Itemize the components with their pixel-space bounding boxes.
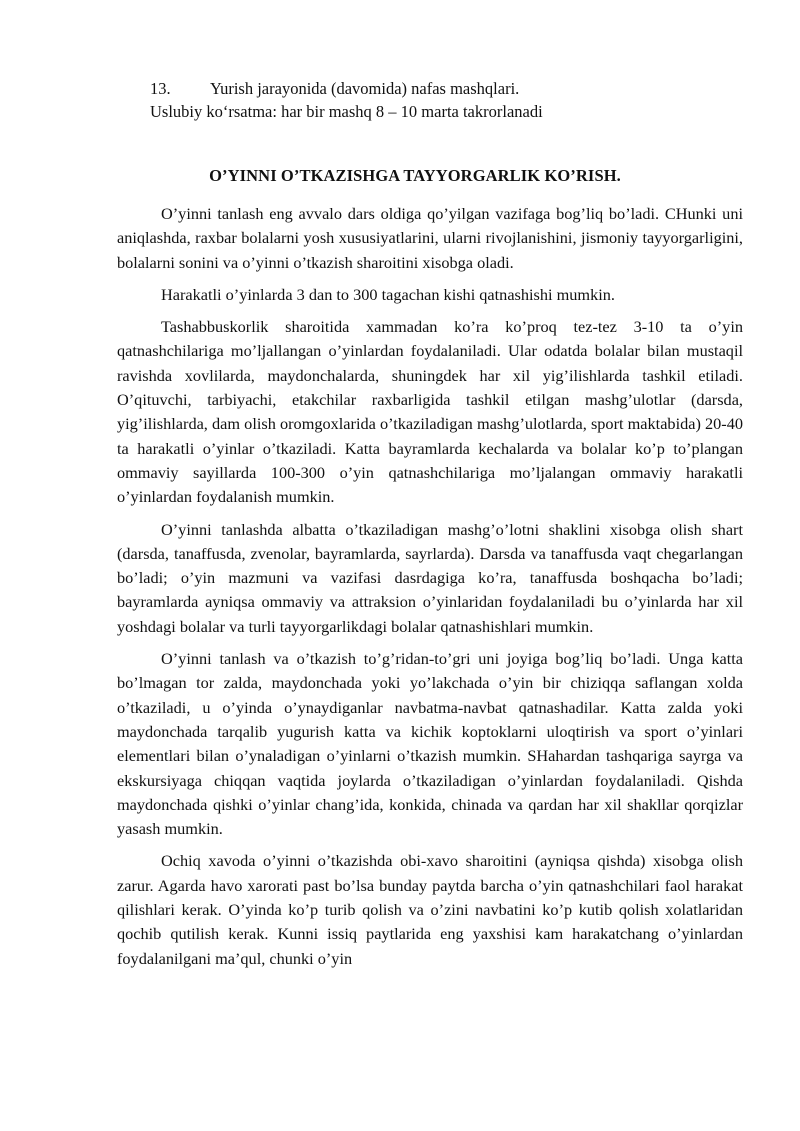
section-heading: O’YINNI O’TKAZISHGA TAYYORGARLIK KO’RISH. bbox=[209, 166, 621, 185]
list-item bbox=[150, 77, 543, 100]
body-text bbox=[117, 202, 743, 971]
methodical-note: Uslubiy ko‘rsatma: har bir mashq 8 – 10 marta takrorlanadi bbox=[150, 102, 543, 121]
exercise-list bbox=[150, 77, 543, 123]
paragraph: Harakatli o’yinlarda 3 dan to 300 tagachan kishi qatnashishi mumkin. bbox=[161, 284, 615, 304]
list-item-number: 13. bbox=[150, 79, 171, 98]
paragraph: Tashabbuskorlik sharoitida xammadan ko’ra ko’proq tez-tez 3-10 ta o’yin qatnashchilariga mo’ljallangan o’yinlardan foydalaniladi. Ular odatda bolalar bilan mustaqil ravishda xovlilarda, maydonchalarda, shuningdek har xil yig’ilishlarda tashkil etiladi. O’qituvchi, tarbiyachi, etakchilar raxbarligida tashkil etilgan mashg’ulotlar (darsda, yig’ilishlarda, dam olish oromgoxlarida o’tkaziladigan mashg’ulotlarda, sport maktabida) 20-40 ta harakatli o’yinlar o’tkaziladi. Katta bayramlarda kechalarda va bolalar ko’p to’plangan ommaviy sayillarda 100-300 o’yin qatnashchilariga mo’ljalangan ommaviy harakatli o’yinlardan foydalanish mumkin. bbox=[117, 317, 743, 507]
paragraph: Ochiq xavoda o’yinni o’tkazishda obi-xavo sharoitini (ayniqsa qishda) xisobga olish zarur. Agarda havo xarorati past bo’lsa bunday paytda barcha o’yin qatnashchilari faol harakat qilishlari kerak. O’yinda ko’p turib qolish va o’zini navbatini ko’p kutib qolish xolatlaridan qochib qutilish kerak. Kunni issiq paytlarida eng yaxshisi kam harakatchang o’yinlardan foydalanilgani ma’qul, chunki o’yin bbox=[117, 851, 743, 968]
paragraph: O’yinni tanlash va o’tkazish to’g’ridan-to’gri uni joyiga bog’liq bo’ladi. Unga katta bo’lmagan tor zalda, maydonchada yoki yo’lakchada o’yin bir chiziqqa saflangan xolda o’tkaziladi, u o’yinda o’ynaydiganlar navbatma-navbat qatnashadilar. Katta zalda yoki maydonchada tarqalib yugurish katta va kichik koptoklarni uloqtirish va sport o’yinlari elementlari bilan o’ynaladigan o’yinlarni o’tkazish mumkin. SHahardan tashqariga sayrga va ekskursiyaga chiqqan vaqtida joylarda o’tkaziladigan o’yinlardan foydalaniladi. Qishda maydonchada qishki o’yinlar chang’ida, konkida, chinada va qardan har xil shakllar qorqizlar yasash mumkin. bbox=[117, 649, 743, 839]
list-item-text: Yurish jarayonida (davomida) nafas mashqlari. bbox=[210, 79, 520, 98]
paragraph: O’yinni tanlashda albatta o’tkaziladigan mashg’o’lotni shaklini xisobga olish shart (darsda, tanaffusda, zvenolar, bayramlarda, sayrlarda). Darsda va tanaffusda vaqt chegarlangan bo’ladi; o’yin mazmuni va vazifasi dasrdagiga ko’ra, tanaffusda boshqacha bo’ladi; bayramlarda ayniqsa ommaviy va attraksion o’yinlaridan foydalaniladi bu o’yinlarda har xil yoshdagi bolalar va turli tayyorgarlikdagi bolalar qatnashishlari mumkin. bbox=[117, 519, 743, 636]
paragraph: O’yinni tanlash eng avvalo dars oldiga qo’yilgan vazifaga bog’liq bo’ladi. CHunki uni aniqlashda, raxbar bolalarni yosh xususiyatlarini, ularni rivojlanishini, jismoniy tayyorgarligini, bolalarni sonini va o’yinni o’tkazish sharoitini xisobga oladi. bbox=[117, 204, 743, 272]
